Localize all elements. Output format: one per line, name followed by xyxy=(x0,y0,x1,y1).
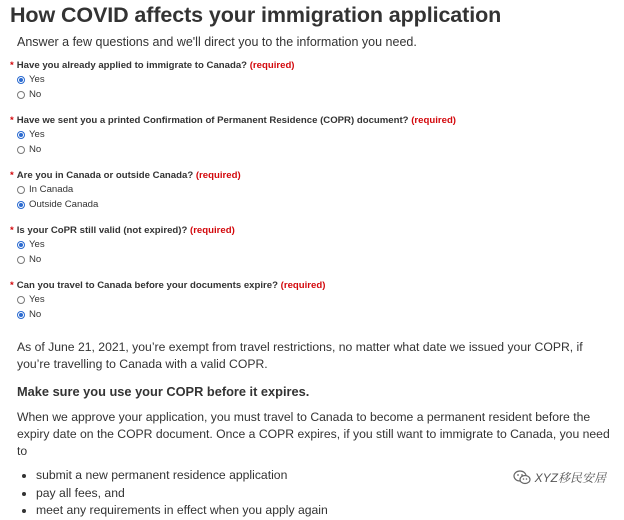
question-block xyxy=(10,114,614,157)
radio-label[interactable]: No xyxy=(29,254,42,265)
page-title: How COVID affects your immigration application xyxy=(10,3,502,27)
question-label xyxy=(10,114,614,127)
radio-label[interactable]: In Canada xyxy=(29,184,74,195)
radio-option[interactable] xyxy=(17,72,614,87)
required-label: (required) xyxy=(195,170,241,181)
watermark xyxy=(513,469,606,486)
intro-text: Answer a few questions and we'll direct you to the information you need. xyxy=(17,35,417,49)
radio-button[interactable] xyxy=(17,296,25,304)
radio-option[interactable] xyxy=(17,142,614,157)
radio-label[interactable]: Yes xyxy=(29,239,45,250)
required-label: (required) xyxy=(190,225,235,236)
radio-button[interactable] xyxy=(17,146,25,154)
result-heading: Make sure you use your COPR before it expires. xyxy=(17,384,310,399)
list-item: • pay all fees, and xyxy=(36,485,614,503)
list-item: • submit a new permanent residence application xyxy=(36,467,614,485)
radio-button-selected[interactable] xyxy=(17,201,25,209)
question-text: Are you in Canada or outside Canada? xyxy=(16,170,194,181)
radio-option[interactable] xyxy=(17,292,614,307)
required-label: (required) xyxy=(249,60,295,71)
question-text: Can you travel to Canada before your documents expire? xyxy=(16,280,278,291)
radio-label[interactable]: Yes xyxy=(29,129,45,140)
question-label xyxy=(10,169,614,182)
radio-label[interactable]: No xyxy=(29,309,42,320)
required-star: * xyxy=(10,225,14,236)
required-star: * xyxy=(10,170,14,181)
radio-label[interactable]: No xyxy=(29,89,42,100)
required-star: * xyxy=(10,60,14,71)
radio-button-selected[interactable] xyxy=(17,76,25,84)
question-label xyxy=(10,59,614,72)
radio-option[interactable] xyxy=(17,127,614,142)
radio-label[interactable]: Outside Canada xyxy=(29,199,99,210)
radio-option[interactable] xyxy=(17,307,614,322)
question-block xyxy=(10,224,614,267)
radio-option[interactable] xyxy=(17,182,614,197)
radio-option[interactable] xyxy=(17,252,614,267)
result-paragraph-1: As of June 21, 2021, you’re exempt from travel restrictions, no matter what date we issued your COPR, if you’re travelling to Canada with a valid COPR. xyxy=(17,340,583,371)
radio-label[interactable]: Yes xyxy=(29,294,45,305)
required-star: * xyxy=(10,115,14,126)
required-label: (required) xyxy=(280,280,326,291)
watermark-text: XYZ移民安居 xyxy=(534,471,606,485)
question-label xyxy=(10,279,614,292)
list-item: • meet any requirements in effect when you apply again xyxy=(36,502,614,520)
question-text: Have we sent you a printed Confirmation of Permanent Residence (COPR) document? xyxy=(16,115,409,126)
question-label xyxy=(10,224,614,237)
question-block xyxy=(10,59,614,102)
required-star: * xyxy=(10,280,14,291)
radio-option[interactable] xyxy=(17,197,614,212)
radio-button[interactable] xyxy=(17,91,25,99)
question-list xyxy=(10,59,614,322)
result-paragraph-2: When we approve your application, you must travel to Canada to become a permanent resident before the expiry date on the COPR document. Once a COPR expires, if you still want to immigrate to Canada, you need to xyxy=(17,410,610,458)
question-text: Is your CoPR still valid (not expired)? xyxy=(16,225,188,236)
radio-button-selected[interactable] xyxy=(17,131,25,139)
wechat-icon xyxy=(513,470,531,485)
radio-option[interactable] xyxy=(17,87,614,102)
required-label: (required) xyxy=(411,115,456,126)
radio-button-selected[interactable] xyxy=(17,241,25,249)
radio-button[interactable] xyxy=(17,256,25,264)
radio-option[interactable] xyxy=(17,237,614,252)
question-block xyxy=(10,169,614,212)
question-text: Have you already applied to immigrate to Canada? xyxy=(16,60,248,71)
question-block xyxy=(10,279,614,322)
radio-button-selected[interactable] xyxy=(17,311,25,319)
radio-button[interactable] xyxy=(17,186,25,194)
radio-label[interactable]: No xyxy=(29,144,42,155)
radio-label[interactable]: Yes xyxy=(29,74,45,85)
